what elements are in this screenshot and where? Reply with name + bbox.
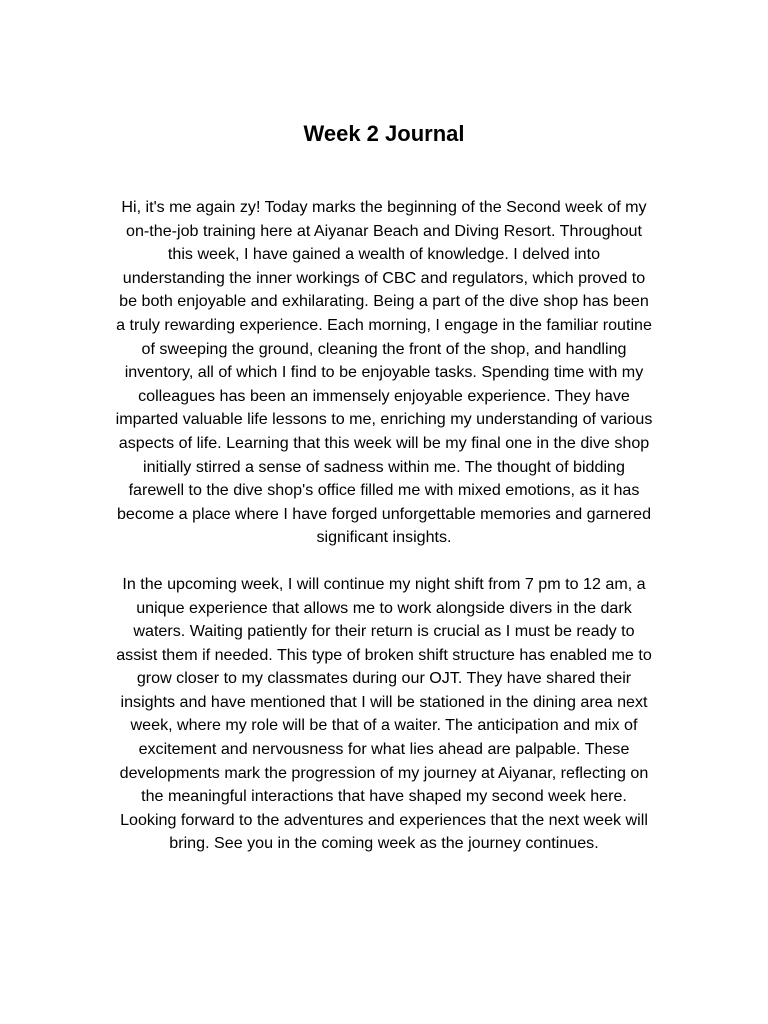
text-line: waters. Waiting patiently for their return is crucial as I must be ready to: [133, 622, 635, 641]
text-line: Hi, it's me again zy! Today marks the beginning of the Second week of my: [121, 198, 647, 216]
text-line: initially stirred a sense of sadness within me. The thought of bidding: [143, 457, 625, 476]
text-line: inventory, all of which I find to be enjoyable tasks. Spending time with my: [124, 363, 644, 382]
text-line: unique experience that allows me to work alongside divers in the dark: [136, 598, 632, 617]
text-line: excitement and nervousness for what lies ahead are palpable. These: [138, 740, 630, 759]
text-line: a truly rewarding experience. Each morning, I engage in the familiar routine: [116, 315, 652, 334]
text-line: this week, I have gained a wealth of knowledge. I delved into: [167, 245, 601, 264]
page-title: Week 2 Journal: [303, 121, 465, 146]
text-line: Looking forward to the adventures and experiences that the next week will: [120, 810, 648, 829]
text-line: In the upcoming week, I will continue my night shift from 7 pm to 12 am, a: [122, 574, 646, 593]
text-line: insights and have mentioned that I will be stationed in the dining area next: [120, 692, 648, 711]
text-line: aspects of life. Learning that this week will be my final one in the dive shop: [118, 433, 650, 452]
text-line: imparted valuable life lessons to me, enriching my understanding of various: [115, 410, 653, 429]
text-line: the meaningful interactions that have shaped my second week here.: [141, 787, 627, 806]
text-line: understanding the inner workings of CBC and regulators, which proved to: [122, 268, 646, 287]
journal-body: [86, 196, 682, 879]
text-line: significant insights.: [316, 528, 452, 547]
text-line: of sweeping the ground, cleaning the front of the shop, and handling: [141, 339, 627, 358]
text-line: become a place where I have forged unforgettable memories and garnered: [116, 504, 652, 523]
paragraph-1: [86, 196, 682, 550]
text-line: developments mark the progression of my journey at Aiyanar, reflecting on: [119, 763, 649, 782]
text-line: grow closer to my classmates during our OJT. They have shared their: [136, 669, 632, 688]
text-line: be both enjoyable and exhilarating. Being a part of the dive shop has been: [119, 292, 649, 311]
text-line: week, where my role will be that of a waiter. The anticipation and mix of: [130, 716, 638, 735]
text-line: farewell to the dive shop's office filled me with mixed emotions, as it has: [128, 481, 640, 500]
text-line: assist them if needed. This type of broken shift structure has enabled me to: [116, 645, 652, 664]
paragraph-2: [86, 573, 682, 856]
text-line: bring. See you in the coming week as the journey continues.: [169, 834, 599, 853]
text-line: colleagues has been an immensely enjoyable experience. They have: [138, 386, 630, 405]
text-line: on-the-job training here at Aiyanar Beach and Diving Resort. Throughout: [126, 221, 642, 240]
